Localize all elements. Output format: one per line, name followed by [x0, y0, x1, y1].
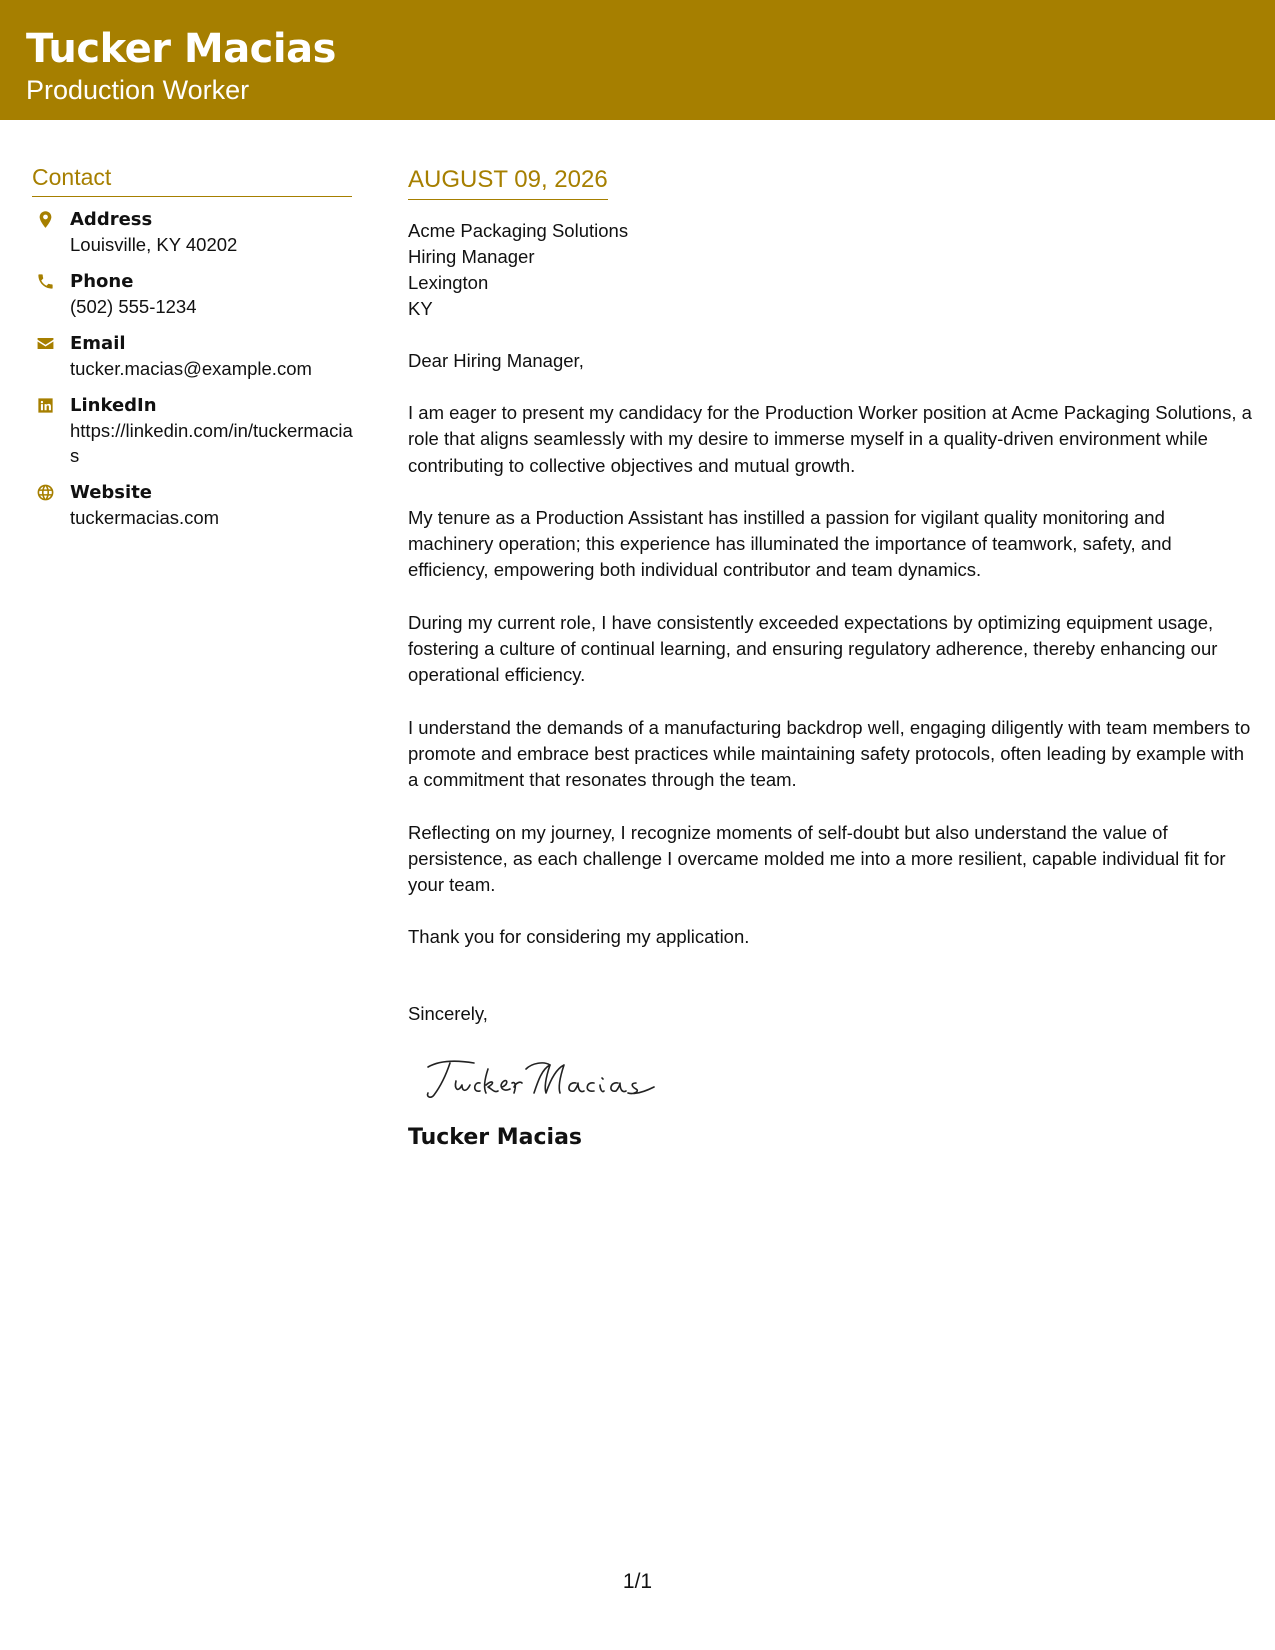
contact-label: Email [70, 333, 126, 354]
signer-name: Tucker Macias [408, 1124, 583, 1150]
letter-date: AUGUST 09, 2026 [408, 164, 608, 200]
candidate-role: Production Worker [26, 75, 250, 105]
letter-paragraph: I understand the demands of a manufacturing backdrop well, engaging diligently with team members to promote and embrace best practices while maintaining safety protocols, often leading by example with a commitment that resonates through the team. [408, 716, 1251, 791]
letter-paragraph: I am eager to present my candidacy for the Production Worker position at Acme Packaging Solutions, a role that aligns seamlessly with my desire to immerse myself in a quality-driven environment while contributing to collective objectives and mutual growth. [408, 402, 1252, 476]
globe-icon [35, 482, 55, 502]
page-number: 1/1 [622, 1570, 653, 1593]
handwritten-signature [422, 1051, 662, 1103]
letter-paragraph: Thank you for considering my application. [408, 926, 750, 948]
envelope-icon [35, 333, 55, 353]
recipient-line: Hiring Manager [408, 246, 535, 267]
contact-item-linkedin [32, 393, 352, 468]
contact-sidebar [32, 162, 352, 542]
candidate-name: Tucker Macias [26, 26, 336, 72]
contact-heading: Contact [32, 162, 352, 197]
contact-item-email [32, 331, 352, 381]
recipient-line: Lexington [408, 272, 489, 293]
contact-item-website [32, 480, 352, 530]
phone-icon [35, 271, 55, 291]
recipient-line: Acme Packaging Solutions [408, 220, 629, 241]
contact-label: Address [70, 209, 153, 230]
header-banner [0, 0, 1275, 120]
contact-value: (502) 555-1234 [70, 296, 197, 317]
letter-paragraph: Reflecting on my journey, I recognize moments of self-doubt but also understand the value of persistence, as each challenge I overcame molded me into a more resilient, capable individual fit for your team. [408, 821, 1226, 896]
contact-value[interactable]: tuckermacias.com [70, 507, 220, 528]
contact-list [32, 207, 352, 530]
letter-paragraph: During my current role, I have consistently exceeded expectations by optimizing equipment usage, fostering a culture of continual learning, and ensuring regulatory adherence, thereby enhancing our operational efficiency. [408, 611, 1218, 686]
linkedin-icon [35, 395, 55, 415]
contact-value[interactable]: https://linkedin.com/in/tuckermacias [70, 420, 353, 466]
recipient-line: KY [408, 298, 433, 319]
contact-item-address [32, 207, 352, 257]
contact-label: Phone [70, 271, 134, 292]
contact-value: Louisville, KY 40202 [70, 234, 238, 255]
letter-body [408, 164, 1253, 1152]
contact-item-phone [32, 269, 352, 319]
contact-value: tucker.macias@example.com [70, 358, 312, 379]
letter-paragraph: My tenure as a Production Assistant has instilled a passion for vigilant quality monitoring and machinery operation; this experience has illuminated the importance of teamwork, safety, and efficiency, empowering both individual contributor and team dynamics. [408, 506, 1172, 581]
contact-label: Website [70, 482, 153, 503]
closing: Sincerely, [408, 1002, 488, 1024]
greeting: Dear Hiring Manager, [408, 350, 584, 371]
recipient-block [408, 218, 1253, 322]
map-pin-icon [35, 209, 55, 229]
contact-label: LinkedIn [70, 395, 157, 416]
